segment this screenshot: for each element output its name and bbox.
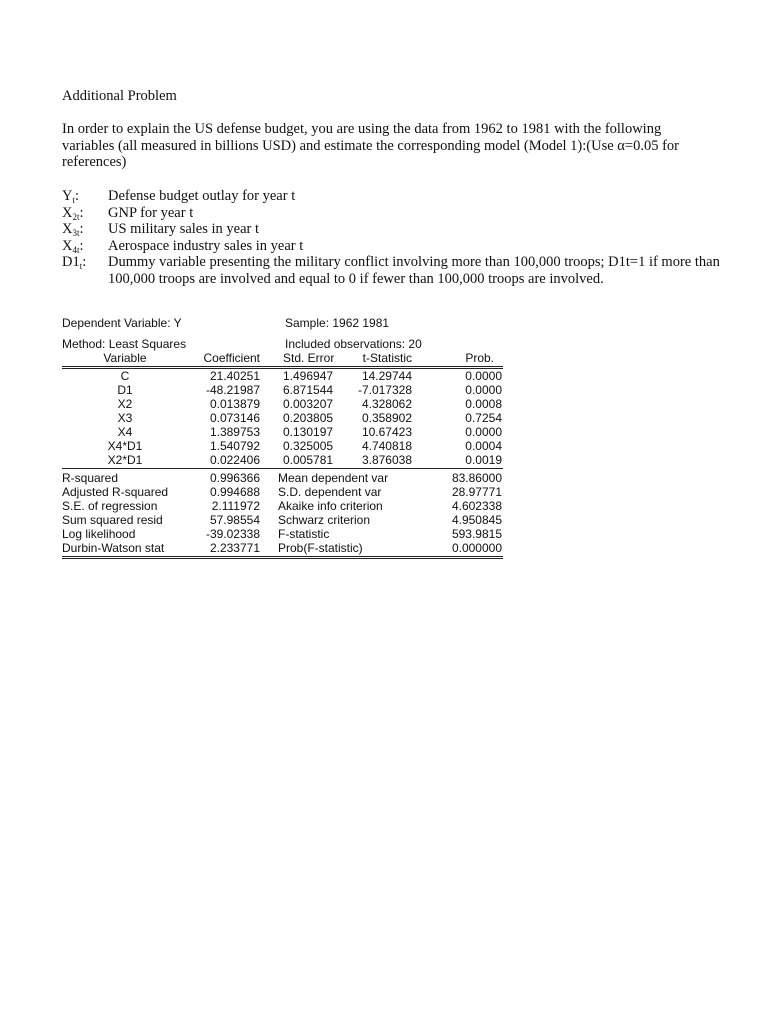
column-header: Prob. (465, 351, 494, 365)
included-observations: Included observations: 20 (285, 337, 422, 351)
stats-row (62, 527, 506, 541)
stats-row (62, 485, 506, 499)
stats-row (62, 499, 506, 513)
stat-value: 57.98554 (209, 513, 260, 527)
std-error-value: 0.130197 (283, 425, 334, 439)
variable-definitions (62, 188, 722, 287)
coefficient-value: 1.389753 (209, 425, 260, 439)
coefficient-row (62, 383, 506, 397)
prob-value: 0.0008 (465, 397, 502, 411)
t-statistic-value: 14.29744 (361, 369, 412, 383)
table-rule (62, 556, 503, 557)
stat-label: Mean dependent var (278, 471, 389, 485)
stat-label: Adjusted R-squared (62, 485, 169, 499)
std-error-value: 0.005781 (283, 453, 334, 467)
stat-label: Log likelihood (62, 527, 136, 541)
variable-description: US military sales in year t (108, 221, 260, 237)
table-rule (62, 468, 503, 469)
stat-label: F-statistic (278, 527, 330, 541)
stat-label: S.D. dependent var (278, 485, 382, 499)
variable-def (62, 254, 722, 287)
column-header: Std. Error (283, 351, 335, 365)
coefficient-row (62, 411, 506, 425)
prob-value: 0.0000 (465, 369, 502, 383)
stat-value: 0.996366 (209, 471, 260, 485)
coefficient-value: 0.013879 (209, 397, 260, 411)
variable-name: X3 (117, 411, 133, 425)
t-statistic-value: 10.67423 (361, 425, 412, 439)
variable-def (62, 221, 722, 238)
stat-value: 2.111972 (211, 499, 260, 513)
sample-range: Sample: 1962 1981 (285, 316, 390, 330)
coefficient-value: 0.073146 (209, 411, 260, 425)
variable-symbol: $Y_t$: (62, 188, 80, 205)
variable-symbol: $D1_t$: (62, 254, 87, 271)
stat-value: 28.97771 (451, 485, 502, 499)
variable-symbol: $X_{2t}$: (62, 204, 84, 222)
t-statistic-value: 0.358902 (361, 411, 412, 425)
stat-value: 2.233771 (209, 541, 260, 555)
variable-def (62, 238, 722, 255)
coefficient-value: 21.40251 (209, 369, 260, 383)
variable-name: X2 (117, 397, 133, 411)
std-error-value: 0.325005 (283, 439, 334, 453)
t-statistic-value: 4.740818 (361, 439, 412, 453)
stat-value: 83.86000 (451, 471, 502, 485)
column-header: Coefficient (203, 351, 260, 365)
prob-value: 0.7254 (465, 411, 502, 425)
variable-description: Defense budget outlay for year t (108, 188, 296, 204)
stat-value: 4.950845 (451, 513, 502, 527)
coefficient-value: -48.21987 (205, 383, 260, 397)
variable-name: X4*D1 (107, 439, 143, 453)
variable-name: C (120, 369, 130, 383)
stat-label: Sum squared resid (62, 513, 163, 527)
table-header-row (62, 351, 506, 365)
variable-symbol: $X_{4t}$: (62, 237, 84, 255)
variable-name: D1 (117, 383, 133, 397)
table-rule (62, 366, 503, 367)
column-header: t-Statistic (362, 351, 412, 365)
coefficient-row (62, 397, 506, 411)
stat-label: R-squared (62, 471, 119, 485)
variable-name: X4 (117, 425, 133, 439)
variable-name: X2*D1 (107, 453, 143, 467)
table-rule (62, 558, 503, 559)
page-heading: Additional Problem (62, 88, 177, 104)
t-statistic-value: 4.328062 (361, 397, 412, 411)
stat-value: 0.994688 (209, 485, 260, 499)
prob-value: 0.0000 (465, 425, 502, 439)
stat-value: 4.602338 (451, 499, 502, 513)
regression-output (62, 316, 506, 566)
t-statistic-value: 3.876038 (361, 453, 412, 467)
stat-value: -39.02338 (205, 527, 260, 541)
stat-label: S.E. of regression (62, 499, 158, 513)
stat-value: 0.000000 (451, 541, 502, 555)
std-error-value: 0.003207 (283, 397, 334, 411)
std-error-value: 0.203805 (283, 411, 334, 425)
stats-row (62, 513, 506, 527)
stats-row (62, 471, 506, 485)
prob-value: 0.0004 (465, 439, 502, 453)
coefficient-value: 1.540792 (209, 439, 260, 453)
stat-label: Schwarz criterion (278, 513, 371, 527)
estimation-method: Method: Least Squares (62, 337, 187, 351)
t-statistic-value: -7.017328 (357, 383, 412, 397)
variable-def (62, 188, 722, 205)
stat-label: Prob(F-statistic) (278, 541, 363, 555)
stat-label: Durbin-Watson stat (62, 541, 165, 555)
variable-def (62, 205, 722, 222)
coefficient-row (62, 369, 506, 383)
prob-value: 0.0000 (465, 383, 502, 397)
variable-description: Dummy variable presenting the military conflict involving more than 100,000 troops; D1t=1 if more than 100,000 troops are involved and equal to 0 if fewer than 100,000 troops are involved. (108, 254, 720, 287)
stats-row (62, 541, 506, 555)
std-error-value: 1.496947 (283, 369, 334, 383)
variable-description: GNP for year t (108, 204, 194, 221)
coefficient-row (62, 425, 506, 439)
dependent-variable: Dependent Variable: Y (62, 316, 182, 330)
coefficient-row (62, 453, 506, 467)
stat-label: Akaike info criterion (278, 499, 383, 513)
prob-value: 0.0019 (465, 453, 502, 467)
intro-paragraph: In order to explain the US defense budget, you are using the data from 1962 to 1981 with the following variables (all measured in billions USD) and estimate the corresponding model (Model 1):(Use α=0.05 for references) (62, 121, 679, 170)
coefficient-value: 0.022406 (209, 453, 260, 467)
stat-value: 593.9815 (451, 527, 502, 541)
column-header: Variable (103, 351, 147, 365)
std-error-value: 6.871544 (283, 383, 334, 397)
coefficient-row (62, 439, 506, 453)
variable-description: Aerospace industry sales in year t (108, 237, 304, 254)
variable-symbol: $X_{3t}$: (62, 221, 84, 238)
